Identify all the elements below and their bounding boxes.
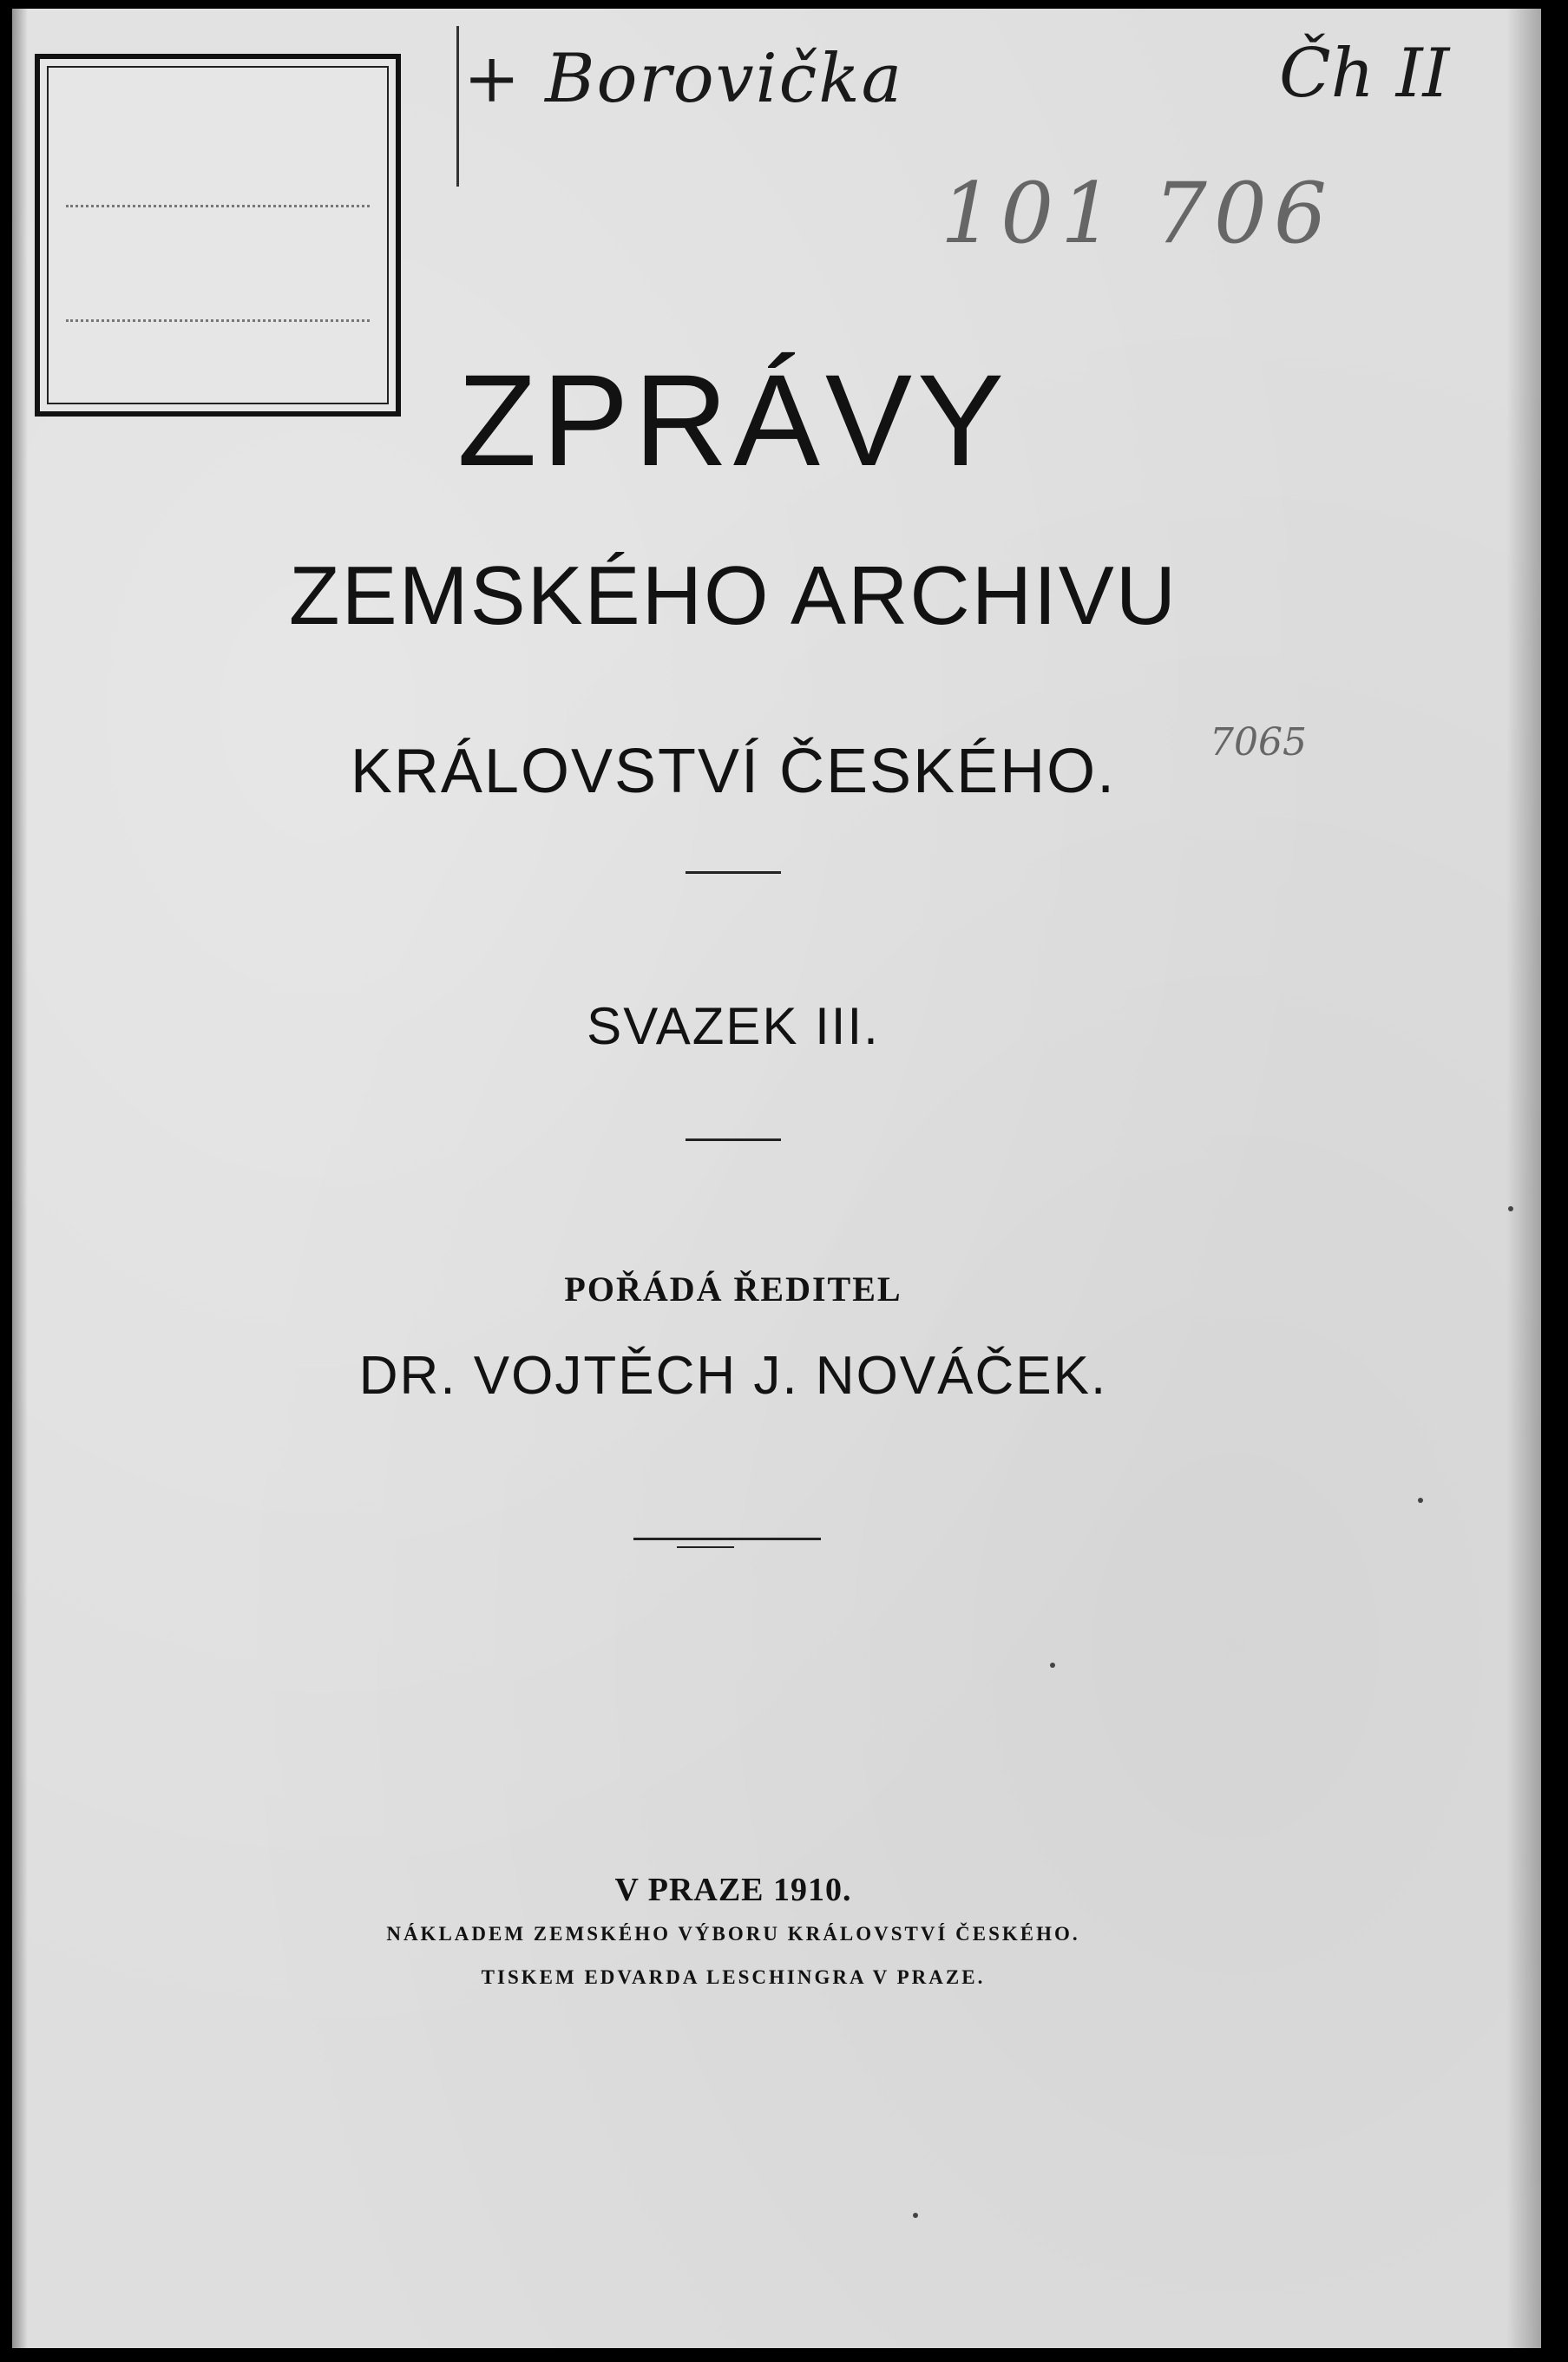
ornamental-rule [633,1538,821,1540]
editor-label: POŘÁDÁ ŘEDITEL [564,1270,902,1309]
publisher-line: NÁKLADEM ZEMSKÉHO VÝBORU KRÁLOVSTVÍ ČESKÉHO. [386,1923,1080,1945]
paper-speck [1508,1206,1513,1211]
place-and-year: V PRAZE 1910. [614,1872,852,1908]
volume-number: SVAZEK III. [587,997,880,1055]
handwritten-name: + Borovička [463,40,904,118]
handwritten-side-note: 7065 [1210,720,1307,764]
handwritten-number: 101 706 [941,165,1334,262]
label-dotted-line [66,205,370,207]
label-dotted-line [66,319,370,322]
printer-line: TISKEM EDVARDA LESCHINGRA V PRAZE. [481,1966,986,1988]
editor-name-line [12,1345,1454,1407]
subtitle-line-1: ZEMSKÉHO ARCHIVU [288,549,1178,642]
subtitle-line-2: KRÁLOVSTVÍ ČESKÉHO. [350,737,1117,806]
paper-speck [1050,1663,1055,1668]
editor-title-prefix: DR. [358,1346,457,1406]
scanned-page [12,9,1541,2348]
vertical-rule [456,26,459,187]
paper-speck [913,2213,918,2218]
editor-name: VOJTĚCH J. NOVÁČEK. [473,1346,1108,1406]
page-edge-shadow-right [1506,9,1541,2348]
handwritten-shelfmark: Čh II [1279,35,1450,113]
divider-rule [686,871,781,874]
ornamental-rule-short [677,1546,734,1548]
page-title: ZPRÁVY [456,347,1010,493]
divider-rule [686,1138,781,1141]
paper-speck [1418,1498,1423,1503]
